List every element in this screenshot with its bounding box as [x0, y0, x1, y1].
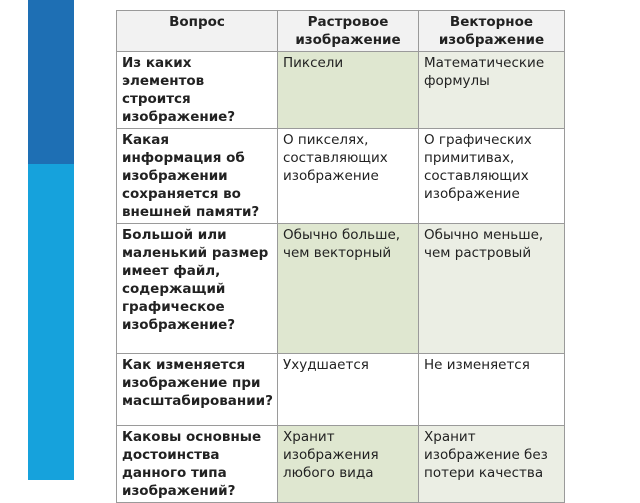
vector-cell: Не изменяется [419, 354, 565, 426]
table-row [117, 129, 565, 224]
question-cell: Из каких элементов строится изображение? [117, 52, 278, 129]
slide-accent-bar-bottom [28, 164, 74, 480]
header-question: Вопрос [117, 11, 278, 52]
table-row [117, 354, 565, 426]
vector-cell: Математические формулы [419, 52, 565, 129]
table-row [117, 52, 565, 129]
table-header-row [117, 11, 565, 52]
vector-cell: Обычно меньше, чем растровый [419, 224, 565, 354]
raster-cell: Хранит изображения любого вида [278, 426, 419, 503]
table-row [117, 426, 565, 503]
header-raster: Растровое изображение [278, 11, 419, 52]
table-row [117, 224, 565, 354]
raster-cell: Пиксели [278, 52, 419, 129]
vector-cell: Хранит изображение без потери качества [419, 426, 565, 503]
raster-cell: Ухудшается [278, 354, 419, 426]
raster-cell: О пикселях, составляющих изображение [278, 129, 419, 224]
header-vector: Векторное изображение [419, 11, 565, 52]
comparison-table-container [116, 10, 564, 499]
question-cell: Большой или маленький размер имеет файл, содержащий графическое изображение? [117, 224, 278, 354]
comparison-table [116, 10, 565, 503]
raster-cell: Обычно больше, чем векторный [278, 224, 419, 354]
question-cell: Каковы основные достоинства данного типа изображений? [117, 426, 278, 503]
slide-accent-bar-top [28, 0, 74, 164]
question-cell: Как изменяется изображение при масштабировании? [117, 354, 278, 426]
vector-cell: О графических примитивах, составляющих изображение [419, 129, 565, 224]
question-cell: Какая информация об изображении сохраняется во внешней памяти? [117, 129, 278, 224]
